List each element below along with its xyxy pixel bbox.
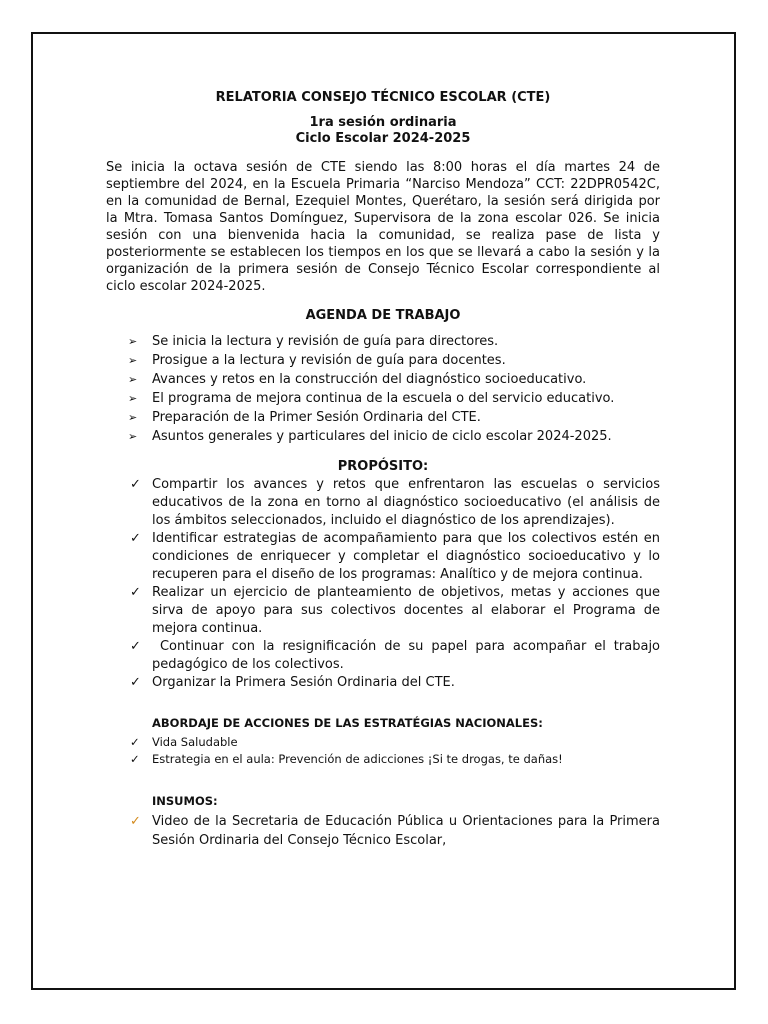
check-icon: ✓ <box>130 477 141 492</box>
document-body <box>106 90 665 850</box>
list-item <box>106 351 660 370</box>
list-item <box>106 370 660 389</box>
check-icon: ✓ <box>130 752 140 766</box>
list-item <box>60 734 660 751</box>
agenda-heading: AGENDA DE TRABAJO <box>305 308 461 323</box>
check-icon: ✓ <box>130 814 141 829</box>
agenda-item-text: Avances y retos en la construcción del diagnóstico socioeducativo. <box>152 372 587 387</box>
agenda-item-text: Prosigue a la lectura y revisión de guía para docentes. <box>152 353 506 368</box>
arrow-bullet-icon: ➢ <box>128 411 138 424</box>
cycle-subtitle: Ciclo Escolar 2024-2025 <box>295 131 471 146</box>
strategy-item-text: Estrategia en el aula: Prevención de adicciones ¡Si te drogas, te dañas! <box>152 752 563 766</box>
list-item <box>106 389 660 408</box>
intro-paragraph: Se inicia la octava sesión de CTE siendo las 8:00 horas el día martes 24 de septiembre del 2024, en la Escuela Primaria “Narciso Mendoza” CCT: 22DPR0542C, en la comunidad de Bernal, Ezequiel Montes, Querétaro, la sesión será dirigida por la Mtra. Tomasa Santos Domínguez, Supervisora de la zona escolar 026. Se inicia sesión con una bienvenida hacia la comunidad, se realiza pase de lista y posteriormente se establecen los tiempos en los que se llevará a cabo la sesión y la organización de la primera sesión de Consejo Técnico Escolar correspondiente al ciclo escolar 2024-2025. <box>106 160 660 294</box>
list-item <box>106 332 660 351</box>
agenda-item-text: Asuntos generales y particulares del inicio de ciclo escolar 2024-2025. <box>152 429 612 444</box>
check-icon: ✓ <box>130 531 141 546</box>
check-icon: ✓ <box>130 639 141 654</box>
purpose-heading: PROPÓSITO: <box>337 459 429 474</box>
arrow-bullet-icon: ➢ <box>128 430 138 443</box>
agenda-item-text: Preparación de la Primer Sesión Ordinaria del CTE. <box>152 410 481 425</box>
list-item <box>60 812 660 850</box>
list-item <box>106 427 660 446</box>
input-item-text: Video de la Secretaria de Educación Pública u Orientaciones para la Primera Sesión Ordinaria del Consejo Técnico Escolar, <box>152 814 660 848</box>
check-icon: ✓ <box>130 675 141 690</box>
purpose-item-text: Organizar la Primera Sesión Ordinaria del CTE. <box>152 675 455 690</box>
list-item <box>106 584 660 638</box>
document-title: RELATORIA CONSEJO TÉCNICO ESCOLAR (CTE) <box>215 90 551 105</box>
list-item <box>106 408 660 427</box>
arrow-bullet-icon: ➢ <box>128 354 138 367</box>
strategies-heading: ABORDAJE DE ACCIONES DE LAS ESTRATÉGIAS NACIONALES: <box>152 716 543 730</box>
strategy-item-text: Vida Saludable <box>152 735 238 749</box>
purpose-item-text: Continuar con la resignificación de su papel para acompañar el trabajo pedagógico de los colectivos. <box>152 639 665 672</box>
purpose-item-text: Compartir los avances y retos que enfrentaron las escuelas o servicios educativos de la zona en torno al diagnóstico socioeducativo (el análisis de los ámbitos seleccionados, incluido el diagnóstico de los aprendizajes). <box>152 477 660 528</box>
list-item <box>106 476 660 530</box>
arrow-bullet-icon: ➢ <box>128 373 138 386</box>
inputs-list <box>60 812 660 850</box>
arrow-bullet-icon: ➢ <box>128 335 138 348</box>
list-item <box>60 751 660 768</box>
agenda-list <box>106 332 660 446</box>
list-item <box>106 638 665 674</box>
inputs-heading: INSUMOS: <box>152 794 218 808</box>
purpose-list <box>106 476 665 692</box>
purpose-item-text: Realizar un ejercicio de planteamiento de objetivos, metas y acciones que sirva de apoyo para sus colectivos docentes al elaborar el Programa de mejora continua. <box>152 585 660 636</box>
strategies-list <box>60 734 660 768</box>
agenda-item-text: Se inicia la lectura y revisión de guía para directores. <box>152 334 499 349</box>
list-item <box>106 530 660 584</box>
agenda-item-text: El programa de mejora continua de la escuela o del servicio educativo. <box>152 391 615 406</box>
purpose-item-text: Identificar estrategias de acompañamiento para que los colectivos estén en condiciones de enriquecer y completar el diagnóstico socioeducativo y lo recuperen para el diseño de los programas: Analítico y de mejora continua. <box>152 531 660 582</box>
session-subtitle: 1ra sesión ordinaria <box>309 115 457 130</box>
arrow-bullet-icon: ➢ <box>128 392 138 405</box>
list-item <box>106 674 660 692</box>
check-icon: ✓ <box>130 735 140 749</box>
check-icon: ✓ <box>130 585 141 600</box>
